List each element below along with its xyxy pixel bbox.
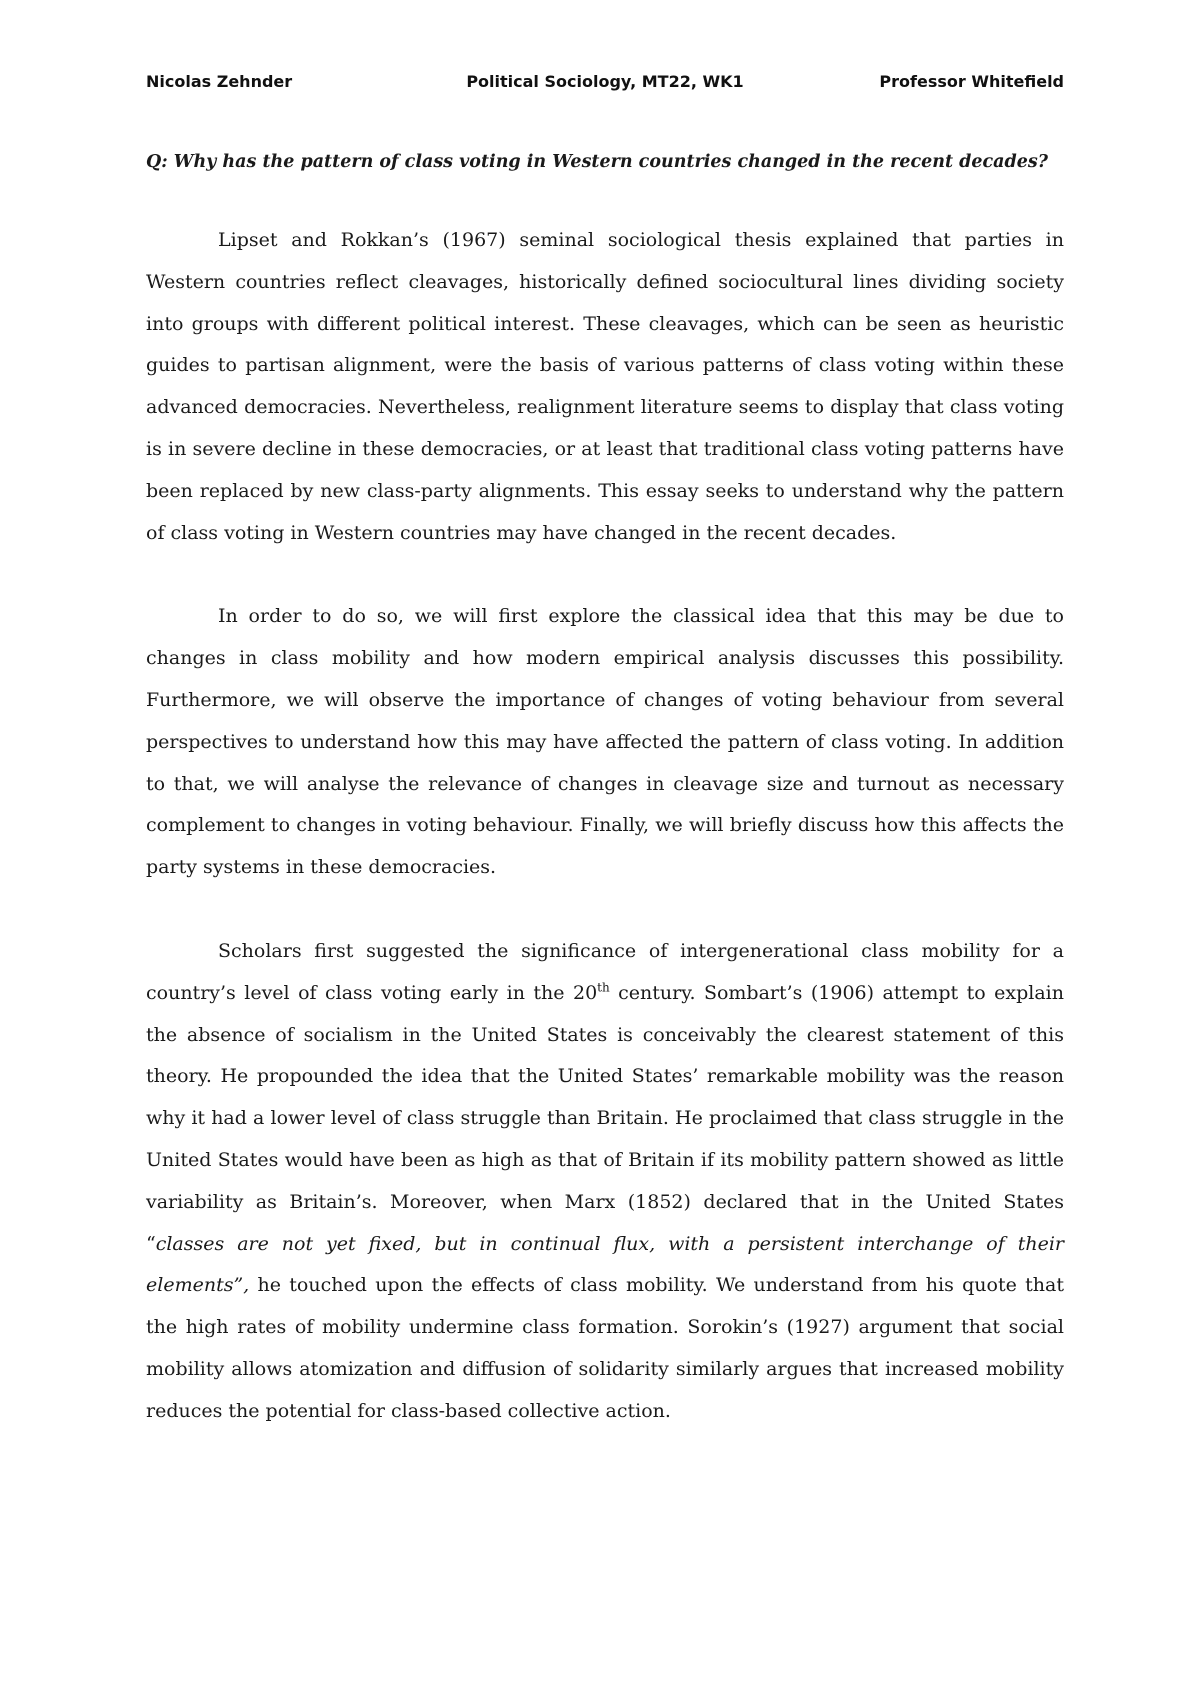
paragraph-text-part1: Scholars first suggested the significance of intergenerational class mobility for a country’s level of class voting early in the 20 <box>146 939 1064 1004</box>
marx-quote: classes are not yet fixed, but in continual flux, with a persistent interchange of their elements”, <box>146 1232 1064 1297</box>
page-header <box>146 72 1064 96</box>
paragraph-text-part3: he touched upon the effects of class mobility. We understand from his quote that the high rates of mobility undermine class formation. Sorokin’s (1927) argument that social mobility allows atomization and diffusion of solidarity similarly argues that increased mobility reduces the potential for class-based collective action. <box>146 1274 1064 1422</box>
paragraph-introduction: Lipset and Rokkan’s (1967) seminal sociological thesis explained that parties in Western countries reflect cleavages, historically defined sociocultural lines dividing society into groups with different political interest. These cleavages, which can be seen as heuristic guides to partisan alignment, were the basis of various patterns of class voting within these advanced democracies. Nevertheless, realignment literature seems to display that class voting is in severe decline in these democracies, or at least that traditional class voting patterns have been replaced by new class-party alignments. This essay seeks to understand why the pattern of class voting in Western countries may have changed in the recent decades. <box>146 229 1064 544</box>
essay-question: Q: Why has the pattern of class voting in Western countries changed in the recent decades? <box>146 152 1049 172</box>
document-body <box>146 146 1064 1475</box>
paragraph-text-part2: century. Sombart’s (1906) attempt to explain the absence of socialism in the United States is conceivably the clearest statement of this theory. He propounded the idea that the United States’ remarkable mobility was the reason why it had a lower level of class struggle than Britain. He proclaimed that class struggle in the United States would have been as high as that of Britain if its mobility pattern showed as little variability as Britain’s. Moreover, when Marx (1852) declared that in the United States “ <box>146 981 1064 1255</box>
header-author: Nicolas Zehnder <box>146 72 293 91</box>
paragraph-outline: In order to do so, we will first explore the classical idea that this may be due to changes in class mobility and how modern empirical analysis discusses this possibility. Furthermore, we will observe the importance of changes of voting behaviour from several perspectives to understand how this may have affected the pattern of class voting. In addition to that, we will analyse the relevance of changes in cleavage size and turnout as necessary complement to changes in voting behaviour. Finally, we will briefly discuss how this affects the party systems in these democracies. <box>146 605 1064 879</box>
header-tutor: Professor Whitefield <box>879 72 1064 91</box>
paragraph-class-mobility <box>146 931 1064 1433</box>
superscript-ordinal: th <box>597 980 610 995</box>
header-course: Political Sociology, MT22, WK1 <box>466 72 744 91</box>
